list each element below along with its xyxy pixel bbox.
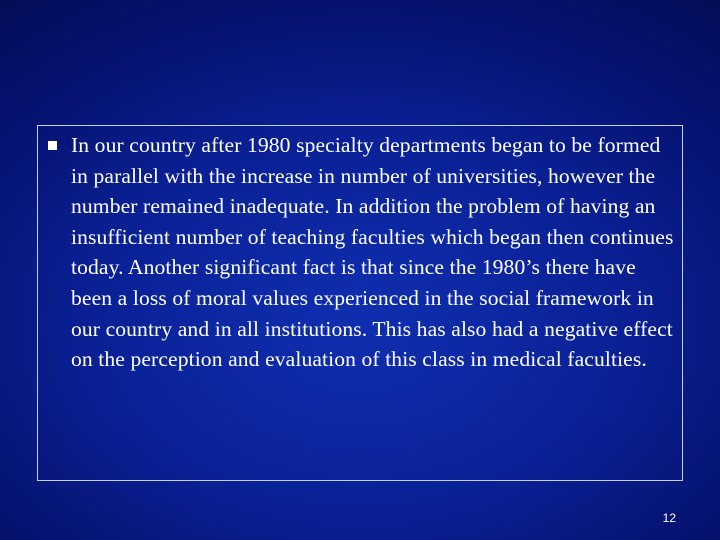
square-bullet-icon: [48, 141, 57, 150]
bullet-paragraph: In our country after 1980 specialty departments began to be formed in parallel with the increase in number of universities, however the number remained inadequate. In addition the problem of having an insufficient number of teaching faculties which began then continues today. Another significant fact is that since the 1980’s there have been a loss of moral values experienced in the social framework in our country and in all institutions. This has also had a negative effect on the perception and evaluation of this class in medical faculties.: [71, 133, 674, 372]
page-number: 12: [662, 511, 676, 525]
content-text-box: [37, 125, 683, 481]
